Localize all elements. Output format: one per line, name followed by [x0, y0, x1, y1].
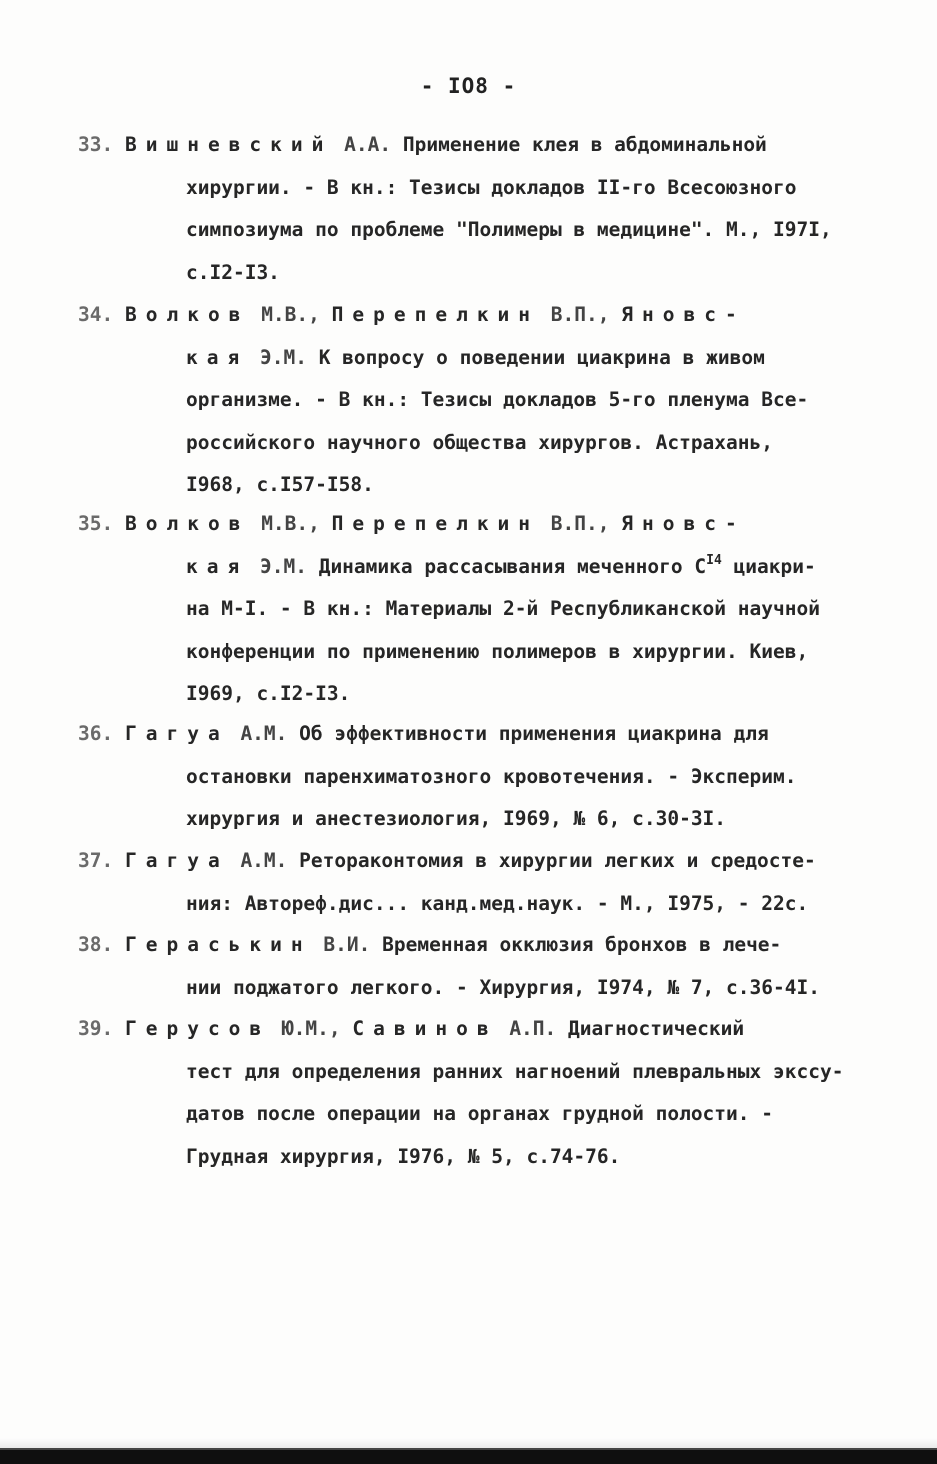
scan-shadow — [0, 1438, 937, 1448]
entry-line: остановки паренхиматозного кровотечения. - Эксперим. — [186, 764, 797, 788]
entry-line: ния: Автореф.дис... канд.мед.наук. - М., I975, - 22с. — [186, 891, 809, 915]
entry-line: российского научного общества хирургов. Астрахань, — [186, 430, 773, 454]
entry-line — [78, 294, 893, 337]
entry-text: Ретораконтомия в хирургии легких и средосте- — [299, 849, 816, 872]
bibliography-entry-35 — [78, 503, 893, 716]
entry-line — [78, 840, 893, 883]
bibliography-entry-39 — [78, 1008, 893, 1178]
author-initials: В.П., — [550, 512, 610, 535]
scan-border — [0, 1448, 937, 1464]
author-initials: Э.М. — [259, 345, 307, 369]
author-name: Волков — [124, 303, 250, 326]
entry-line: конференции по применению полимеров в хирургии. Киев, — [186, 639, 809, 663]
entry-number: 36. — [78, 722, 114, 745]
entry-text: Применение клея в абдоминальной — [402, 133, 767, 156]
entry-number: 37. — [78, 849, 114, 872]
page-number: - IO8 - — [420, 74, 517, 98]
entry-number: 35. — [78, 512, 114, 535]
author-name: Перепелкин — [331, 303, 540, 326]
entry-text: циакри- — [721, 554, 816, 578]
entry-line: хирургия и анестезиология, I969, № 6, с.30-3I. — [186, 807, 727, 830]
author-initials: М.В., — [261, 303, 320, 326]
entry-line — [78, 713, 893, 756]
author-initials: А.А. — [344, 133, 392, 156]
author-initials: В.П., — [550, 303, 610, 326]
entry-number: 34. — [78, 303, 114, 326]
entry-line: симпозиума по проблеме "Полимеры в медицине". М., I97I, — [186, 218, 832, 241]
entry-line — [78, 924, 893, 967]
author-name: Вишневский — [124, 133, 333, 156]
entry-line — [78, 124, 893, 167]
author-initials: В.И. — [323, 933, 371, 956]
entry-line: I969, с.I2-I3. — [186, 682, 351, 705]
bibliography-entry-33 — [78, 124, 893, 294]
entry-line: с.I2-I3. — [186, 260, 280, 284]
author-name: Перепелкин — [331, 512, 540, 535]
entry-line: организме. - В кн.: Тезисы докладов 5-го пленума Все- — [186, 388, 809, 411]
entry-line — [78, 1008, 893, 1051]
bibliography-entry-36 — [78, 713, 893, 841]
entry-line — [78, 337, 893, 380]
author-initials: М.В., — [261, 512, 320, 535]
entry-number: 38. — [78, 933, 114, 956]
author-name: Яновс- — [621, 512, 746, 535]
author-initials: Э.М. — [259, 554, 307, 578]
entry-text: Диагностический — [568, 1017, 745, 1040]
isotope-superscript: I4 — [706, 552, 722, 568]
author-name: Гагуа — [124, 849, 229, 872]
entry-line: на М-I. - В кн.: Материалы 2-й Республиканской научной — [186, 597, 820, 620]
entry-line: хирургии. - В кн.: Тезисы докладов II-го Всесоюзного — [186, 175, 797, 199]
entry-line — [78, 546, 893, 589]
author-name: Яновс- — [621, 303, 746, 326]
entry-line — [78, 503, 893, 546]
entry-number: 33. — [78, 133, 114, 156]
bibliography-entry-38 — [78, 924, 893, 1009]
author-name: Гераськин — [124, 933, 312, 956]
entry-text: К вопросу о поведении циакрина в живом — [318, 345, 765, 369]
entry-line: тест для определения ранних нагноений плевральных экссу- — [186, 1059, 844, 1083]
author-initials: А.М. — [240, 722, 288, 745]
author-name: кая — [186, 554, 249, 578]
author-initials: А.М. — [240, 849, 288, 872]
author-name: Герусов — [124, 1017, 271, 1040]
entry-text: Динамика рассасывания меченного С — [318, 554, 707, 578]
entry-text: Временная окклюзия бронхов в лече- — [382, 933, 782, 956]
bibliography-entry-34 — [78, 294, 893, 507]
author-initials: Ю.М., — [281, 1017, 341, 1040]
entry-line: Грудная хирургия, I976, № 5, с.74-76. — [186, 1144, 621, 1168]
author-name: Савинов — [352, 1017, 498, 1040]
author-name: Гагуа — [124, 722, 229, 745]
bibliography-entry-37 — [78, 840, 893, 925]
author-name: кая — [186, 345, 249, 369]
entry-text: Об эффективности применения циакрина для — [299, 722, 769, 745]
author-name: Волков — [124, 512, 250, 535]
entry-number: 39. — [78, 1017, 114, 1040]
entry-line: датов после операции на органах грудной полости. - — [186, 1102, 773, 1125]
author-initials: А.П. — [509, 1017, 557, 1040]
entry-line: нии поджатого легкого. - Хирургия, I974, № 7, с.36-4I. — [186, 975, 820, 999]
entry-line: I968, с.I57-I58. — [186, 473, 374, 496]
